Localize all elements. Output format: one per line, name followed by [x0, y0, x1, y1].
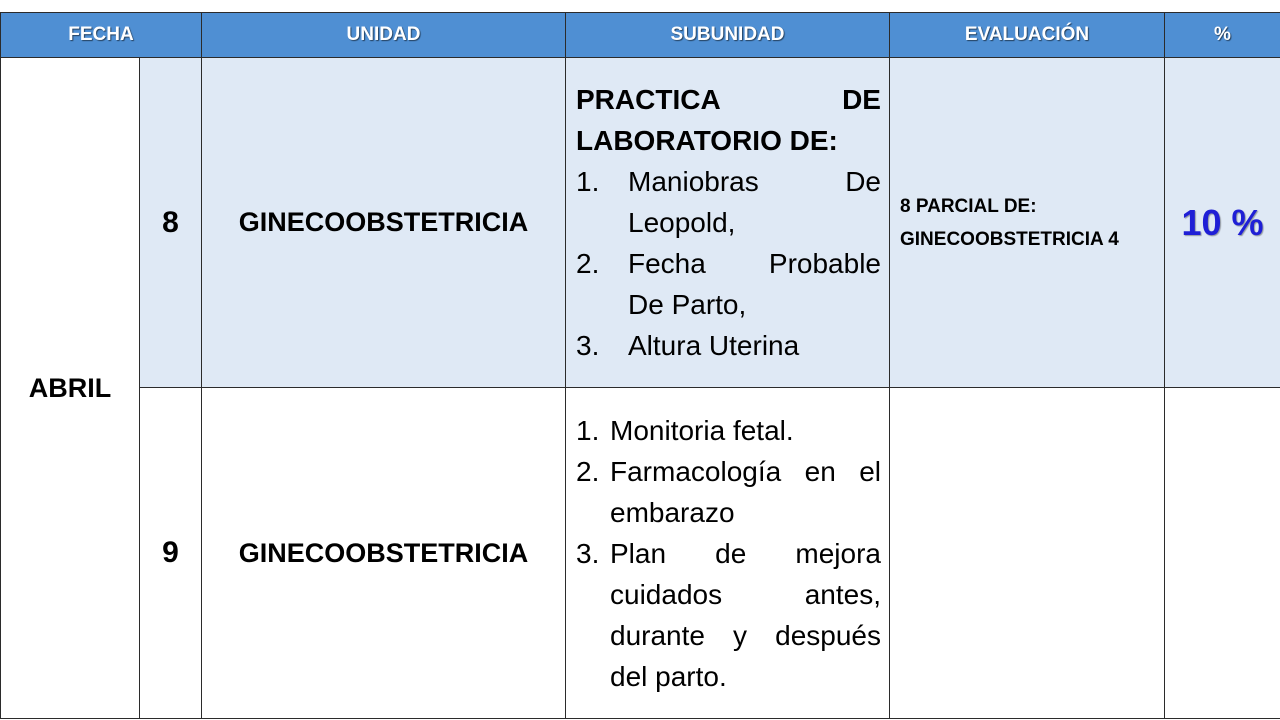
unit-name: GINECOOBSTETRICIA — [202, 388, 566, 719]
evaluation-cell — [890, 58, 1165, 388]
unit-name: GINECOOBSTETRICIA — [202, 58, 566, 388]
header-percent: % — [1165, 13, 1280, 58]
subunit-list — [576, 410, 881, 697]
list-item-line: del parto. — [610, 660, 727, 692]
list-item — [576, 161, 881, 243]
list-item — [576, 451, 881, 533]
percent-value: 10 % — [1165, 58, 1280, 388]
unit-number: 9 — [140, 388, 202, 719]
percent-value — [1165, 388, 1280, 719]
list-item-line: durante y después — [610, 619, 881, 651]
table-row — [1, 58, 1280, 388]
list-item-line: Altura Uterina — [628, 330, 800, 361]
list-item — [576, 410, 881, 451]
schedule-body — [0, 57, 1280, 719]
evaluation-cell — [890, 388, 1165, 719]
subunit-cell — [566, 388, 890, 719]
unit-number: 8 — [140, 58, 202, 388]
schedule-table — [0, 12, 1280, 58]
list-marker: 2. — [576, 455, 600, 487]
list-item-line: Monitoria fetal. — [610, 414, 794, 446]
header-evaluacion: EVALUACIÓN — [890, 13, 1165, 58]
month-cell: ABRIL — [1, 58, 140, 719]
subunit-heading-line: PRACTICA DE — [576, 84, 881, 115]
list-item-line: Plan de mejora — [610, 537, 881, 569]
list-item-line: Farmacología en el — [610, 455, 881, 487]
list-marker: 3. — [576, 330, 600, 361]
evaluation-line: GINECOOBSTETRICIA 4 — [900, 228, 1119, 250]
subunit-cell — [566, 58, 890, 388]
list-item-line: embarazo — [610, 496, 735, 528]
subunit-heading-line: LABORATORIO DE: — [576, 125, 838, 156]
table-row — [1, 388, 1280, 719]
list-item — [576, 243, 881, 325]
header-unidad: UNIDAD — [202, 13, 566, 58]
subunit-heading — [576, 79, 881, 161]
list-marker: 3. — [576, 537, 600, 569]
list-item-line: Fecha Probable — [628, 248, 881, 279]
subunit-list — [576, 161, 881, 366]
list-marker: 1. — [576, 166, 600, 197]
list-item — [576, 325, 881, 366]
header-fecha: FECHA — [1, 13, 202, 58]
list-marker: 1. — [576, 414, 600, 446]
header-subunidad: SUBUNIDAD — [566, 13, 890, 58]
header-row — [1, 13, 1280, 58]
list-item-line: De Parto, — [628, 289, 747, 320]
list-item-line: Maniobras De — [628, 166, 881, 197]
list-item — [576, 533, 881, 697]
list-item-line: cuidados antes, — [610, 578, 881, 610]
list-marker: 2. — [576, 248, 600, 279]
list-item-line: Leopold, — [628, 207, 736, 238]
evaluation-line: 8 PARCIAL DE: — [900, 195, 1037, 217]
